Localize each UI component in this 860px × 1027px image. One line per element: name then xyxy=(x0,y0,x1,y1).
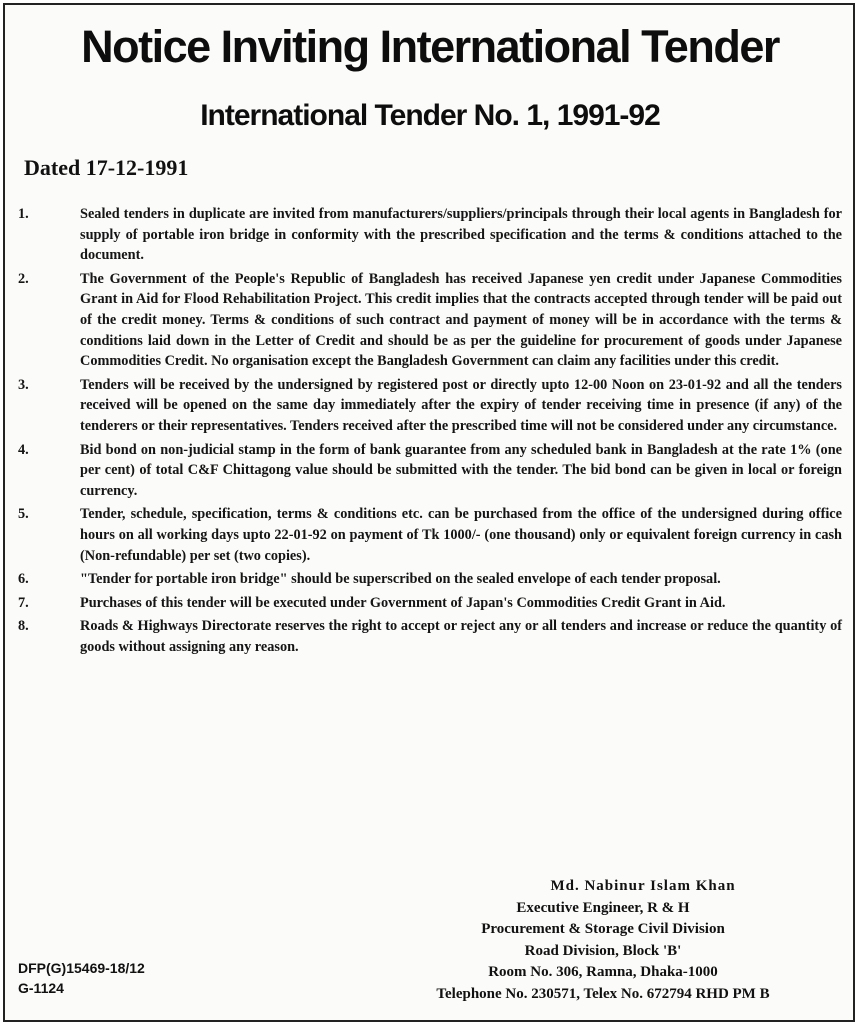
condition-item xyxy=(18,616,842,657)
condition-text: Purchases of this tender will be executed under Government of Japan's Commodities Credit Grant in Aid. xyxy=(80,594,726,611)
signatory-contact: Telephone No. 230571, Telex No. 672794 RHD PM B xyxy=(436,985,770,1002)
signatory-division: Procurement & Storage Civil Division xyxy=(481,921,725,937)
condition-text: Bid bond on non-judicial stamp in the form of bank guarantee from any scheduled bank in Bangladesh at the rate 1% (one per cent) of total C&F Chittagong value should be submitted with the tender. The bid bond can be given in local or foreign currency. xyxy=(80,441,842,499)
tender-conditions-list xyxy=(18,204,842,660)
condition-item xyxy=(18,269,842,372)
reference-codes xyxy=(18,958,145,998)
condition-text: Tender, schedule, specification, terms & conditions etc. can be purchased from the office of the undersigned during office hours on all working days upto 22-01-92 on payment of Tk 1000/- (one thousand) only or equivalent foreign currency in cash (Non-refundable) per set (two copies). xyxy=(80,506,842,564)
condition-item xyxy=(18,504,842,566)
condition-number: 5. xyxy=(18,506,29,523)
condition-number: 2. xyxy=(18,270,29,287)
condition-item xyxy=(18,569,842,590)
signatory-name: Md. Nabinur Islam Khan xyxy=(550,878,736,894)
condition-item xyxy=(18,440,842,502)
condition-number: 6. xyxy=(18,571,29,588)
condition-text: The Government of the People's Republic of Bangladesh has received Japanese yen credit under Japanese Commodities Grant in Aid for Flood Rehabilitation Project. This credit implies that the contracts accepted through tender will be paid out of the credit money. Terms & conditions of such contract and payment of money will be in accordance with the terms & conditions laid down in the Letter of Credit and should be as per the guideline for procurement of goods under Japanese Commodities Credit. No organisation except the Bangladesh Government can claim any facilities under this credit. xyxy=(80,270,842,370)
condition-item xyxy=(18,593,842,614)
signatory-designation: Executive Engineer, R & H xyxy=(516,899,690,916)
signatory-subdivision: Road Division, Block 'B' xyxy=(524,942,682,959)
condition-number: 8. xyxy=(18,618,29,635)
condition-number: 7. xyxy=(18,594,29,611)
condition-number: 4. xyxy=(18,441,29,458)
notice-date: Dated 17-12-1991 xyxy=(24,155,189,180)
condition-item xyxy=(18,204,842,266)
condition-number: 3. xyxy=(18,376,29,393)
condition-text: Tenders will be received by the undersigned by registered post or directly upto 12-00 Noon on 23-01-92 and all the tenders received will be opened on the same day immediately after the expiry of tender receiving time in presence (if any) of the tenderers or their representatives. Tenders received after the prescribed time will not be considered under any circumstance. xyxy=(80,376,842,434)
tender-number: International Tender No. 1, 1991-92 xyxy=(200,99,660,132)
condition-item xyxy=(18,375,842,437)
condition-number: 1. xyxy=(18,206,29,222)
dfp-reference: DFP(G)15469-18/12 xyxy=(18,960,145,976)
g-reference: G-1124 xyxy=(18,980,64,996)
condition-text: Sealed tenders in duplicate are invited from manufacturers/suppliers/principals through their local agents in Bangladesh for supply of portable iron bridge in conformity with the prescribed specification and the terms & conditions attached to the document. xyxy=(80,206,842,264)
condition-text: Roads & Highways Directorate reserves the right to accept or reject any or all tenders and increase or reduce the quantity of goods without assigning any reason. xyxy=(80,618,842,655)
signatory-address: Room No. 306, Ramna, Dhaka-1000 xyxy=(488,964,718,980)
notice-title: Notice Inviting International Tender xyxy=(81,21,779,72)
condition-text: "Tender for portable iron bridge" should be superscribed on the sealed envelope of each tender proposal. xyxy=(80,571,721,588)
signature-block xyxy=(368,876,838,1005)
